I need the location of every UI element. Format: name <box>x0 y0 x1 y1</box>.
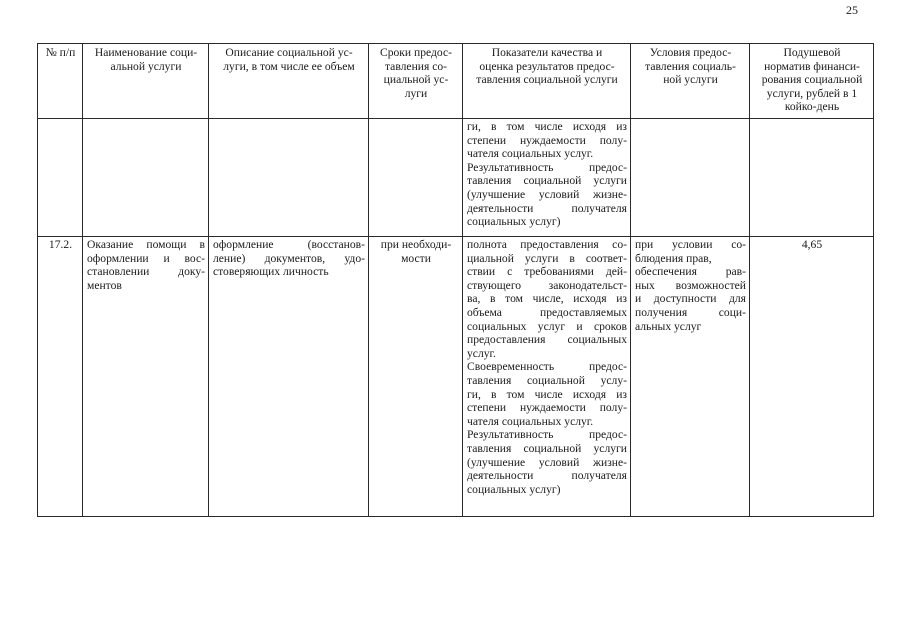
text-line: деятельности получателя <box>467 201 627 215</box>
cont-name-cell <box>83 119 209 237</box>
header-line: Наименование соци- <box>94 46 198 59</box>
header-line: луги <box>404 86 428 100</box>
text-line: (улучшение условий жизне- <box>467 455 627 469</box>
text-line: ствии с требованиями дей- <box>467 265 627 279</box>
header-service-name <box>83 44 209 119</box>
header-line: койко-день <box>784 100 840 114</box>
text-line: оформление (восстанов- <box>213 238 365 251</box>
continuation-row <box>38 119 874 237</box>
text-line: степени нуждаемости полу- <box>467 401 627 415</box>
header-line: Показатели качества и <box>491 46 603 59</box>
terms-cell <box>369 237 463 517</box>
text-line: чателя социальных услуг. <box>467 414 594 428</box>
text-line: Результативность предос- <box>467 160 627 174</box>
text-line: предоставления социальных <box>467 333 627 347</box>
text-line: получения соци- <box>635 305 746 319</box>
text-line: блюдения прав, <box>635 251 712 265</box>
text-line: мости <box>401 251 431 265</box>
header-conditions <box>631 44 750 119</box>
text-line: тавления социальной услу- <box>467 373 627 387</box>
page-number: 25 <box>846 3 858 17</box>
cont-number-cell <box>38 119 83 237</box>
header-line: тавления со- <box>384 59 448 73</box>
cont-conditions-cell <box>631 119 750 237</box>
text-line: (улучшение условий жизне- <box>467 187 627 201</box>
text-line: обеспечения рав- <box>635 265 746 279</box>
text-line: альных услуг <box>635 319 702 333</box>
table-header-row <box>38 44 874 119</box>
header-line: Подушевой <box>783 46 841 59</box>
header-line: альной услуги <box>110 59 182 73</box>
text-line: степени нуждаемости полу- <box>467 133 627 147</box>
header-line: норматив финанси- <box>764 59 860 73</box>
social-services-table <box>37 43 874 517</box>
text-line: циальной услуги в соответ- <box>467 251 627 265</box>
header-line: тавления социаль- <box>645 59 736 73</box>
text-line: Результативность предос- <box>467 428 627 442</box>
cont-terms-cell <box>369 119 463 237</box>
text-line: услуг. <box>467 346 496 360</box>
norm-cell: 4,65 <box>750 237 874 517</box>
text-line: стоверяющих личность <box>213 265 329 279</box>
cont-description-cell <box>209 119 369 237</box>
cont-norm-cell <box>750 119 874 237</box>
text-line: Оказание помощи в <box>87 238 205 251</box>
service-name-cell <box>83 237 209 517</box>
text-line: социальных услуг) <box>467 482 561 496</box>
header-line: Сроки предос- <box>379 46 453 59</box>
text-line: и доступности для <box>635 292 746 306</box>
header-line: рования социальной <box>761 73 863 87</box>
header-terms <box>369 44 463 119</box>
text-line: ги, в том числе исходя из <box>467 387 627 401</box>
cont-quality-cell <box>463 119 631 237</box>
header-line: Описание социальной ус- <box>225 46 353 59</box>
header-line: оценка результатов предос- <box>479 59 615 73</box>
header-number <box>38 44 83 119</box>
header-line: Условия предос- <box>649 46 732 59</box>
quality-cell <box>463 237 631 517</box>
header-quality <box>463 44 631 119</box>
header-line: ной услуги <box>663 73 718 87</box>
header-line: циальной ус- <box>383 73 449 87</box>
header-line: № п/п <box>45 46 76 59</box>
text-line: тавления социальной услуги <box>467 441 627 455</box>
conditions-cell <box>631 237 750 517</box>
table-row-17-2 <box>38 237 874 517</box>
text-line: социальных услуг и сроков <box>467 319 627 333</box>
text-line: тавления социальной услуги <box>467 174 627 188</box>
text-line: ление) документов, удо- <box>213 251 365 265</box>
text-line: ва, в том числе, исходя из <box>467 292 627 306</box>
text-line: полнота предоставления со- <box>467 238 627 251</box>
text-line: деятельности получателя <box>467 469 627 483</box>
header-line: услуги, рублей в 1 <box>766 86 858 100</box>
text-line: при условии со- <box>635 238 746 251</box>
text-line: ных возможностей <box>635 278 746 292</box>
text-line: оформлении и вос- <box>87 251 205 265</box>
text-line: ги, в том числе исходя из <box>467 120 627 133</box>
text-line: становлении доку- <box>87 265 205 279</box>
description-cell <box>209 237 369 517</box>
text-line: объема предоставляемых <box>467 305 627 319</box>
text-line: социальных услуг) <box>467 215 561 229</box>
row-number: 17.2. <box>38 237 83 517</box>
header-line: тавления социальной услуги <box>476 73 618 87</box>
text-line: ствующего законодательст- <box>467 278 627 292</box>
text-line: при необходи- <box>380 238 452 251</box>
text-line: ментов <box>87 278 122 292</box>
text-line: Своевременность предос- <box>467 360 627 374</box>
header-description <box>209 44 369 119</box>
text-line: чателя социальных услуг. <box>467 147 594 161</box>
header-norm <box>750 44 874 119</box>
header-line: луги, в том числе ее объем <box>223 59 355 73</box>
